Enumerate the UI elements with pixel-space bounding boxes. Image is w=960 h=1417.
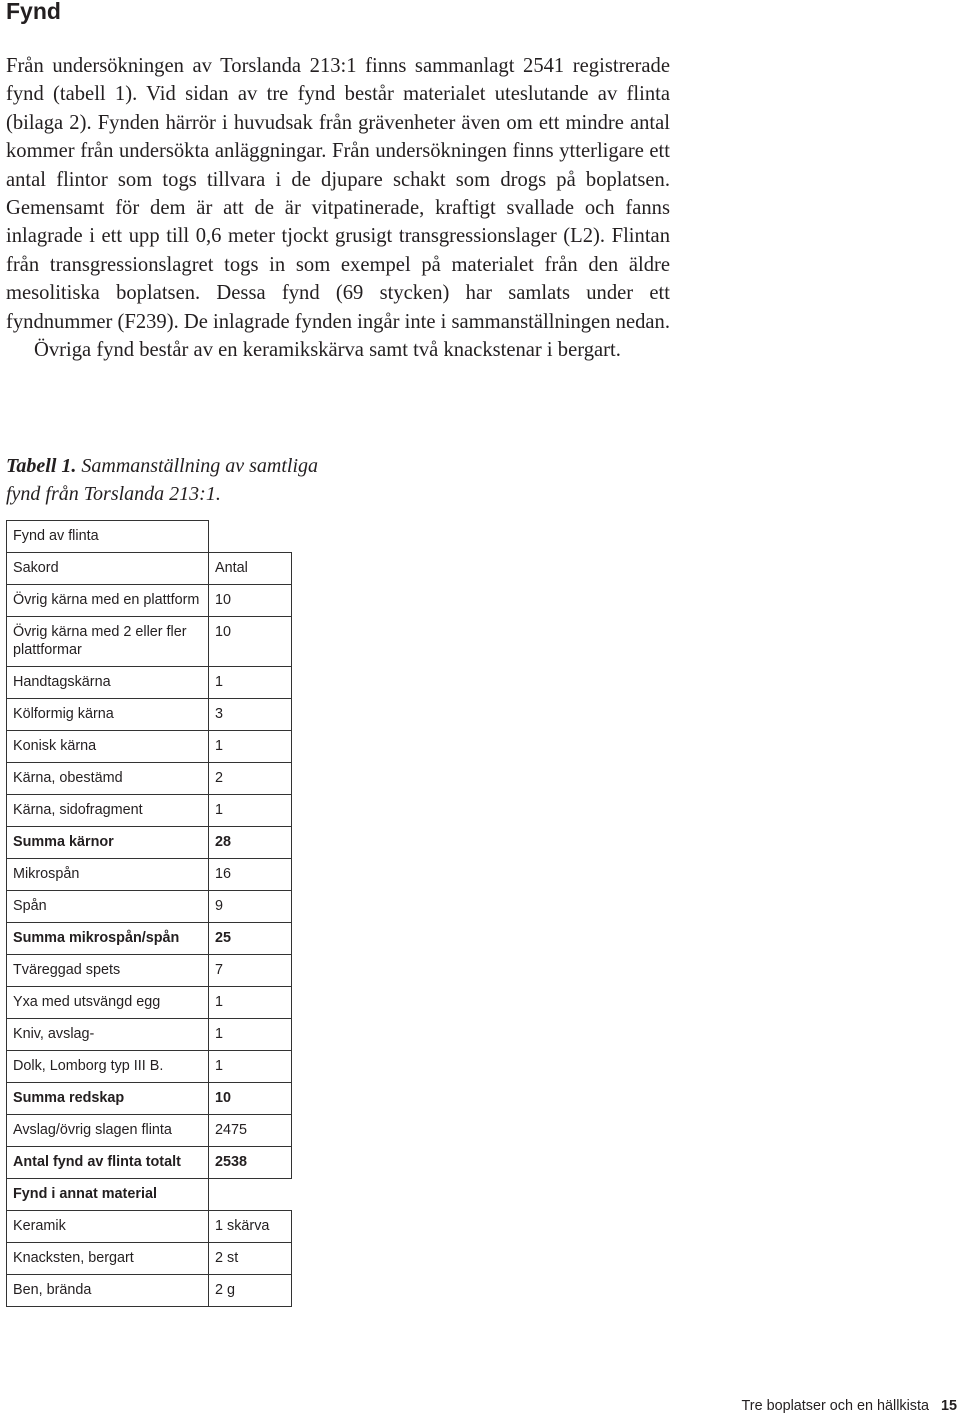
cell-antal: 7 xyxy=(209,955,292,987)
cell-sakord: Summa redskap xyxy=(7,1083,209,1115)
cell-antal: 3 xyxy=(209,699,292,731)
cell-sakord: Mikrospån xyxy=(7,859,209,891)
cell-antal: 1 xyxy=(209,795,292,827)
cell-sakord: Handtagskärna xyxy=(7,667,209,699)
cell-antal: 2538 xyxy=(209,1147,292,1179)
table-summary-row xyxy=(7,923,292,955)
cell-sakord: Kölformig kärna xyxy=(7,699,209,731)
cell-antal: 1 skärva xyxy=(209,1211,292,1243)
cell-sakord: Övrig kärna med 2 eller fler plattformar xyxy=(7,617,209,667)
cell-sakord: Antal fynd av flinta totalt xyxy=(7,1147,209,1179)
section-header-annat: Fynd i annat material xyxy=(7,1179,209,1211)
cell-antal: 9 xyxy=(209,891,292,923)
column-header-sakord: Sakord xyxy=(7,553,209,585)
table-section-row xyxy=(7,521,292,553)
table-row xyxy=(7,795,292,827)
table-row xyxy=(7,859,292,891)
cell-sakord: Kärna, obestämd xyxy=(7,763,209,795)
cell-sakord: Kniv, avslag- xyxy=(7,1019,209,1051)
table-header-row xyxy=(7,553,292,585)
cell-sakord: Konisk kärna xyxy=(7,731,209,763)
cell-antal: 1 xyxy=(209,667,292,699)
table-row xyxy=(7,617,292,667)
cell-sakord: Kärna, sidofragment xyxy=(7,795,209,827)
caption-label: Tabell 1. xyxy=(6,455,77,477)
table-row xyxy=(7,955,292,987)
cell-antal: 25 xyxy=(209,923,292,955)
cell-antal: 16 xyxy=(209,859,292,891)
table-summary-row xyxy=(7,827,292,859)
cell-antal: 1 xyxy=(209,731,292,763)
table-caption xyxy=(6,452,336,508)
finds-table xyxy=(6,520,292,1307)
page-number: 15 xyxy=(940,1398,957,1414)
empty-cell xyxy=(209,521,292,553)
empty-cell xyxy=(209,1179,292,1211)
cell-sakord: Dolk, Lomborg typ III B. xyxy=(7,1051,209,1083)
cell-sakord: Summa kärnor xyxy=(7,827,209,859)
cell-antal: 28 xyxy=(209,827,292,859)
table-summary-row xyxy=(7,1083,292,1115)
table-row xyxy=(7,731,292,763)
footer-title: Tre boplatser och en hällkista xyxy=(741,1398,929,1414)
cell-antal: 1 xyxy=(209,987,292,1019)
table-row xyxy=(7,891,292,923)
table-row xyxy=(7,1051,292,1083)
cell-antal: 2 xyxy=(209,763,292,795)
table-section-row xyxy=(7,1179,292,1211)
section-header-flinta: Fynd av flinta xyxy=(7,521,209,553)
table-row xyxy=(7,763,292,795)
cell-sakord: Yxa med utsvängd egg xyxy=(7,987,209,1019)
table-row xyxy=(7,667,292,699)
page-heading: Fynd xyxy=(6,0,61,24)
table-row xyxy=(7,585,292,617)
table-row xyxy=(7,1019,292,1051)
cell-sakord: Övrig kärna med en plattform xyxy=(7,585,209,617)
table-row xyxy=(7,1211,292,1243)
cell-sakord: Ben, brända xyxy=(7,1275,209,1307)
paragraph: Övriga fynd består av en keramikskärva samt två knackstenar i bergart. xyxy=(34,339,621,362)
cell-sakord: Tväreggad spets xyxy=(7,955,209,987)
cell-antal: 1 xyxy=(209,1019,292,1051)
cell-sakord: Spån xyxy=(7,891,209,923)
cell-antal: 10 xyxy=(209,1083,292,1115)
cell-antal: 2475 xyxy=(209,1115,292,1147)
cell-sakord: Keramik xyxy=(7,1211,209,1243)
cell-sakord: Avslag/övrig slagen flinta xyxy=(7,1115,209,1147)
table-total-row xyxy=(7,1147,292,1179)
cell-sakord: Summa mikrospån/spån xyxy=(7,923,209,955)
cell-antal: 10 xyxy=(209,585,292,617)
column-header-antal: Antal xyxy=(209,553,292,585)
body-text xyxy=(6,52,670,364)
paragraph: Från undersökningen av Torslanda 213:1 finns sammanlagt 2541 registrerade fynd (tabell 1). Vid sidan av tre fynd består materialet uteslutande av flinta (bilaga 2). Fynden härrör i huvudsak från grävenheter även om ett mindre antal kommer från undersökta anläggningar. Från undersökningen finns ytterligare ett antal flintor som togs tillvara i de djupare schakt som drogs på boplatsen. Gemensamt för dem är att de är vitpatinerade, kraftigt svallade och fanns inlagrade i ett upp till 0,6 meter tjockt grusigt transgressionslager (L2). Flintan från transgressionslagret togs in som exempel på materialet från den äldre mesolitiska boplatsen. Dessa fynd (69 stycken) har samlats under ett fyndnummer (F239). De inlagrade fynden ingår inte i sammanställningen nedan. xyxy=(6,55,670,333)
cell-sakord: Knacksten, bergart xyxy=(7,1243,209,1275)
page-footer xyxy=(742,1396,957,1416)
cell-antal: 10 xyxy=(209,617,292,667)
table-row xyxy=(7,1275,292,1307)
table-row xyxy=(7,699,292,731)
caption-text: Sammanställning av samtliga fynd från Torslanda 213:1. xyxy=(6,455,319,505)
table-row xyxy=(7,987,292,1019)
cell-antal: 2 g xyxy=(209,1275,292,1307)
table-row xyxy=(7,1115,292,1147)
table-row xyxy=(7,1243,292,1275)
cell-antal: 1 xyxy=(209,1051,292,1083)
cell-antal: 2 st xyxy=(209,1243,292,1275)
